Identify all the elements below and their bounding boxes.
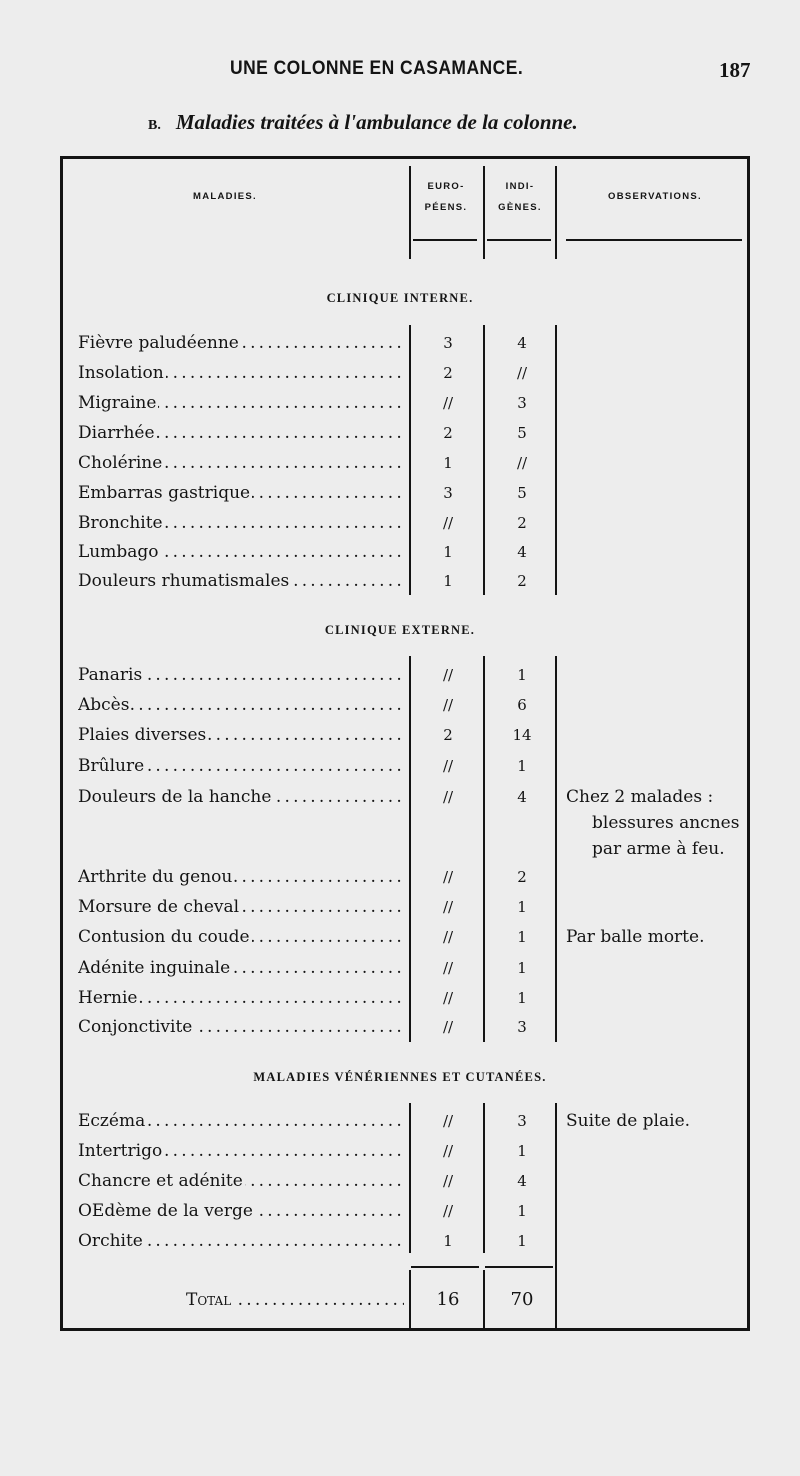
indigenes-cell: 1 xyxy=(517,989,527,1007)
indigenes-cell: 1 xyxy=(517,1142,527,1160)
europeens-cell: 1 xyxy=(443,572,453,590)
disease-label: Douleurs de la hanche ..... xyxy=(78,782,404,812)
section-letter: B. xyxy=(148,118,161,133)
table-row xyxy=(0,983,800,1013)
group-title: CLINIQUE INTERNE. xyxy=(326,291,474,305)
disease-label: Embarras gastrique ..... xyxy=(78,478,404,508)
table-row xyxy=(0,358,800,388)
europeens-cell: // xyxy=(442,666,454,684)
table-row xyxy=(0,862,800,892)
table-row xyxy=(0,720,800,750)
indigenes-cell: 1 xyxy=(517,757,527,775)
indigenes-cell: 1 xyxy=(517,928,527,946)
table-row xyxy=(0,892,800,922)
indigenes-cell: 4 xyxy=(517,543,527,561)
table-row xyxy=(0,508,800,538)
europeens-cell: 2 xyxy=(443,726,453,744)
total-indigenes: 70 xyxy=(510,1289,534,1310)
indigenes-cell: 14 xyxy=(512,726,532,744)
table-row xyxy=(0,1166,800,1196)
table-row xyxy=(0,418,800,448)
europeens-cell: 3 xyxy=(443,334,453,352)
indigenes-cell: 4 xyxy=(517,334,527,352)
column-header-europeens: EURO- PÉENS. xyxy=(424,181,468,213)
table-row xyxy=(0,478,800,508)
indigenes-cell: 1 xyxy=(517,666,527,684)
total-rule xyxy=(411,1266,479,1268)
column-header-maladies: MALADIES. xyxy=(193,191,257,202)
indigenes-cell: 1 xyxy=(517,959,527,977)
europeens-cell: // xyxy=(442,394,454,412)
indigenes-cell: 4 xyxy=(517,788,527,806)
indigenes-cell: 5 xyxy=(517,484,527,502)
column-header-observations: OBSERVATIONS. xyxy=(608,191,702,202)
group-title: MALADIES VÉNÉRIENNES ET CUTANÉES. xyxy=(253,1070,547,1084)
total-row xyxy=(0,1285,800,1315)
indigenes-cell: 1 xyxy=(517,1202,527,1220)
disease-label: Hernie ..... xyxy=(78,983,404,1013)
observation-note: Suite de plaie. xyxy=(566,1111,691,1131)
europeens-cell: // xyxy=(442,696,454,714)
observation-note: Par balle morte. xyxy=(566,927,705,947)
disease-label: Fièvre paludéenne ..... xyxy=(78,328,404,358)
indigenes-cell: 3 xyxy=(517,1112,527,1130)
indigenes-cell: 2 xyxy=(517,868,527,886)
group-title: CLINIQUE EXTERNE. xyxy=(324,623,476,637)
disease-label: Diarrhée ..... xyxy=(78,418,404,448)
table-row xyxy=(0,751,800,781)
indigenes-cell: 2 xyxy=(517,514,527,532)
disease-label: Panaris ..... xyxy=(78,660,404,690)
section-title xyxy=(148,110,578,135)
section-title-text: Maladies traitées à l'ambulance de la colonne. xyxy=(175,110,578,134)
column-header-indigenes: INDI- GÈNES. xyxy=(498,181,542,213)
indigenes-cell: 3 xyxy=(517,394,527,412)
europeens-cell: 1 xyxy=(443,543,453,561)
indigenes-cell: 1 xyxy=(517,898,527,916)
header-divider xyxy=(555,166,557,259)
disease-label: Insolation ..... xyxy=(78,358,404,388)
indigenes-cell: // xyxy=(516,364,528,382)
header-underline xyxy=(413,239,477,241)
header-divider xyxy=(409,166,411,259)
table-row xyxy=(0,537,800,567)
europeens-cell: // xyxy=(442,1142,454,1160)
indigenes-cell: 4 xyxy=(517,1172,527,1190)
table-row xyxy=(0,1012,800,1042)
europeens-cell: // xyxy=(442,788,454,806)
page-number: 187 xyxy=(719,58,751,82)
observation-note: Chez 2 malades : blessures ancnes par arme à feu. xyxy=(566,787,740,859)
europeens-cell: // xyxy=(442,1202,454,1220)
disease-label: Abcès ..... xyxy=(78,690,404,720)
disease-label: Douleurs rhumatismales ..... xyxy=(78,566,404,596)
indigenes-cell: 2 xyxy=(517,572,527,590)
table-row xyxy=(0,660,800,690)
header-divider xyxy=(483,166,485,259)
disease-label: Lumbago ..... xyxy=(78,537,404,567)
table-row xyxy=(0,388,800,418)
europeens-cell: 2 xyxy=(443,424,453,442)
europeens-cell: // xyxy=(442,1172,454,1190)
table-row xyxy=(0,328,800,358)
disease-label: Chancre et adénite ..... xyxy=(78,1166,404,1196)
europeens-cell: 1 xyxy=(443,1232,453,1250)
total-label: Total ..... xyxy=(186,1285,404,1315)
disease-label: Conjonctivite ..... xyxy=(78,1012,404,1042)
disease-label: Migraine ..... xyxy=(78,388,404,418)
europeens-cell: // xyxy=(442,928,454,946)
table-row xyxy=(0,566,800,596)
disease-label: Adénite inguinale ..... xyxy=(78,953,404,983)
europeens-cell: // xyxy=(442,959,454,977)
disease-label: Brûlure ..... xyxy=(78,751,404,781)
indigenes-cell: 5 xyxy=(517,424,527,442)
europeens-cell: // xyxy=(442,989,454,1007)
indigenes-cell: 3 xyxy=(517,1018,527,1036)
table-row xyxy=(0,690,800,720)
indigenes-cell: 1 xyxy=(517,1232,527,1250)
running-title: UNE COLONNE EN CASAMANCE. xyxy=(230,58,524,79)
total-europeens: 16 xyxy=(436,1289,460,1310)
disease-label: Morsure de cheval ..... xyxy=(78,892,404,922)
indigenes-cell: // xyxy=(516,454,528,472)
page-header xyxy=(0,58,800,88)
disease-label: Cholérine ..... xyxy=(78,448,404,478)
table-row xyxy=(0,448,800,478)
disease-label: Plaies diverses ..... xyxy=(78,720,404,750)
europeens-cell: // xyxy=(442,898,454,916)
europeens-cell: // xyxy=(442,1018,454,1036)
europeens-cell: 3 xyxy=(443,484,453,502)
disease-label: Arthrite du genou ..... xyxy=(78,862,404,892)
table-row xyxy=(0,1226,800,1256)
disease-label: Contusion du coude ..... xyxy=(78,922,404,952)
europeens-cell: // xyxy=(442,868,454,886)
total-rule xyxy=(485,1266,553,1268)
europeens-cell: 1 xyxy=(443,454,453,472)
disease-label: Intertrigo ..... xyxy=(78,1136,404,1166)
table-row xyxy=(0,953,800,983)
header-underline xyxy=(487,239,551,241)
disease-label: Orchite ..... xyxy=(78,1226,404,1256)
europeens-cell: // xyxy=(442,1112,454,1130)
table-row xyxy=(0,1136,800,1166)
disease-label: OEdème de la verge ..... xyxy=(78,1196,404,1226)
disease-label: Eczéma ..... xyxy=(78,1106,404,1136)
indigenes-cell: 6 xyxy=(517,696,527,714)
header-underline xyxy=(566,239,742,241)
table-row xyxy=(0,1196,800,1226)
disease-label: Bronchite ..... xyxy=(78,508,404,538)
europeens-cell: 2 xyxy=(443,364,453,382)
europeens-cell: // xyxy=(442,514,454,532)
europeens-cell: // xyxy=(442,757,454,775)
